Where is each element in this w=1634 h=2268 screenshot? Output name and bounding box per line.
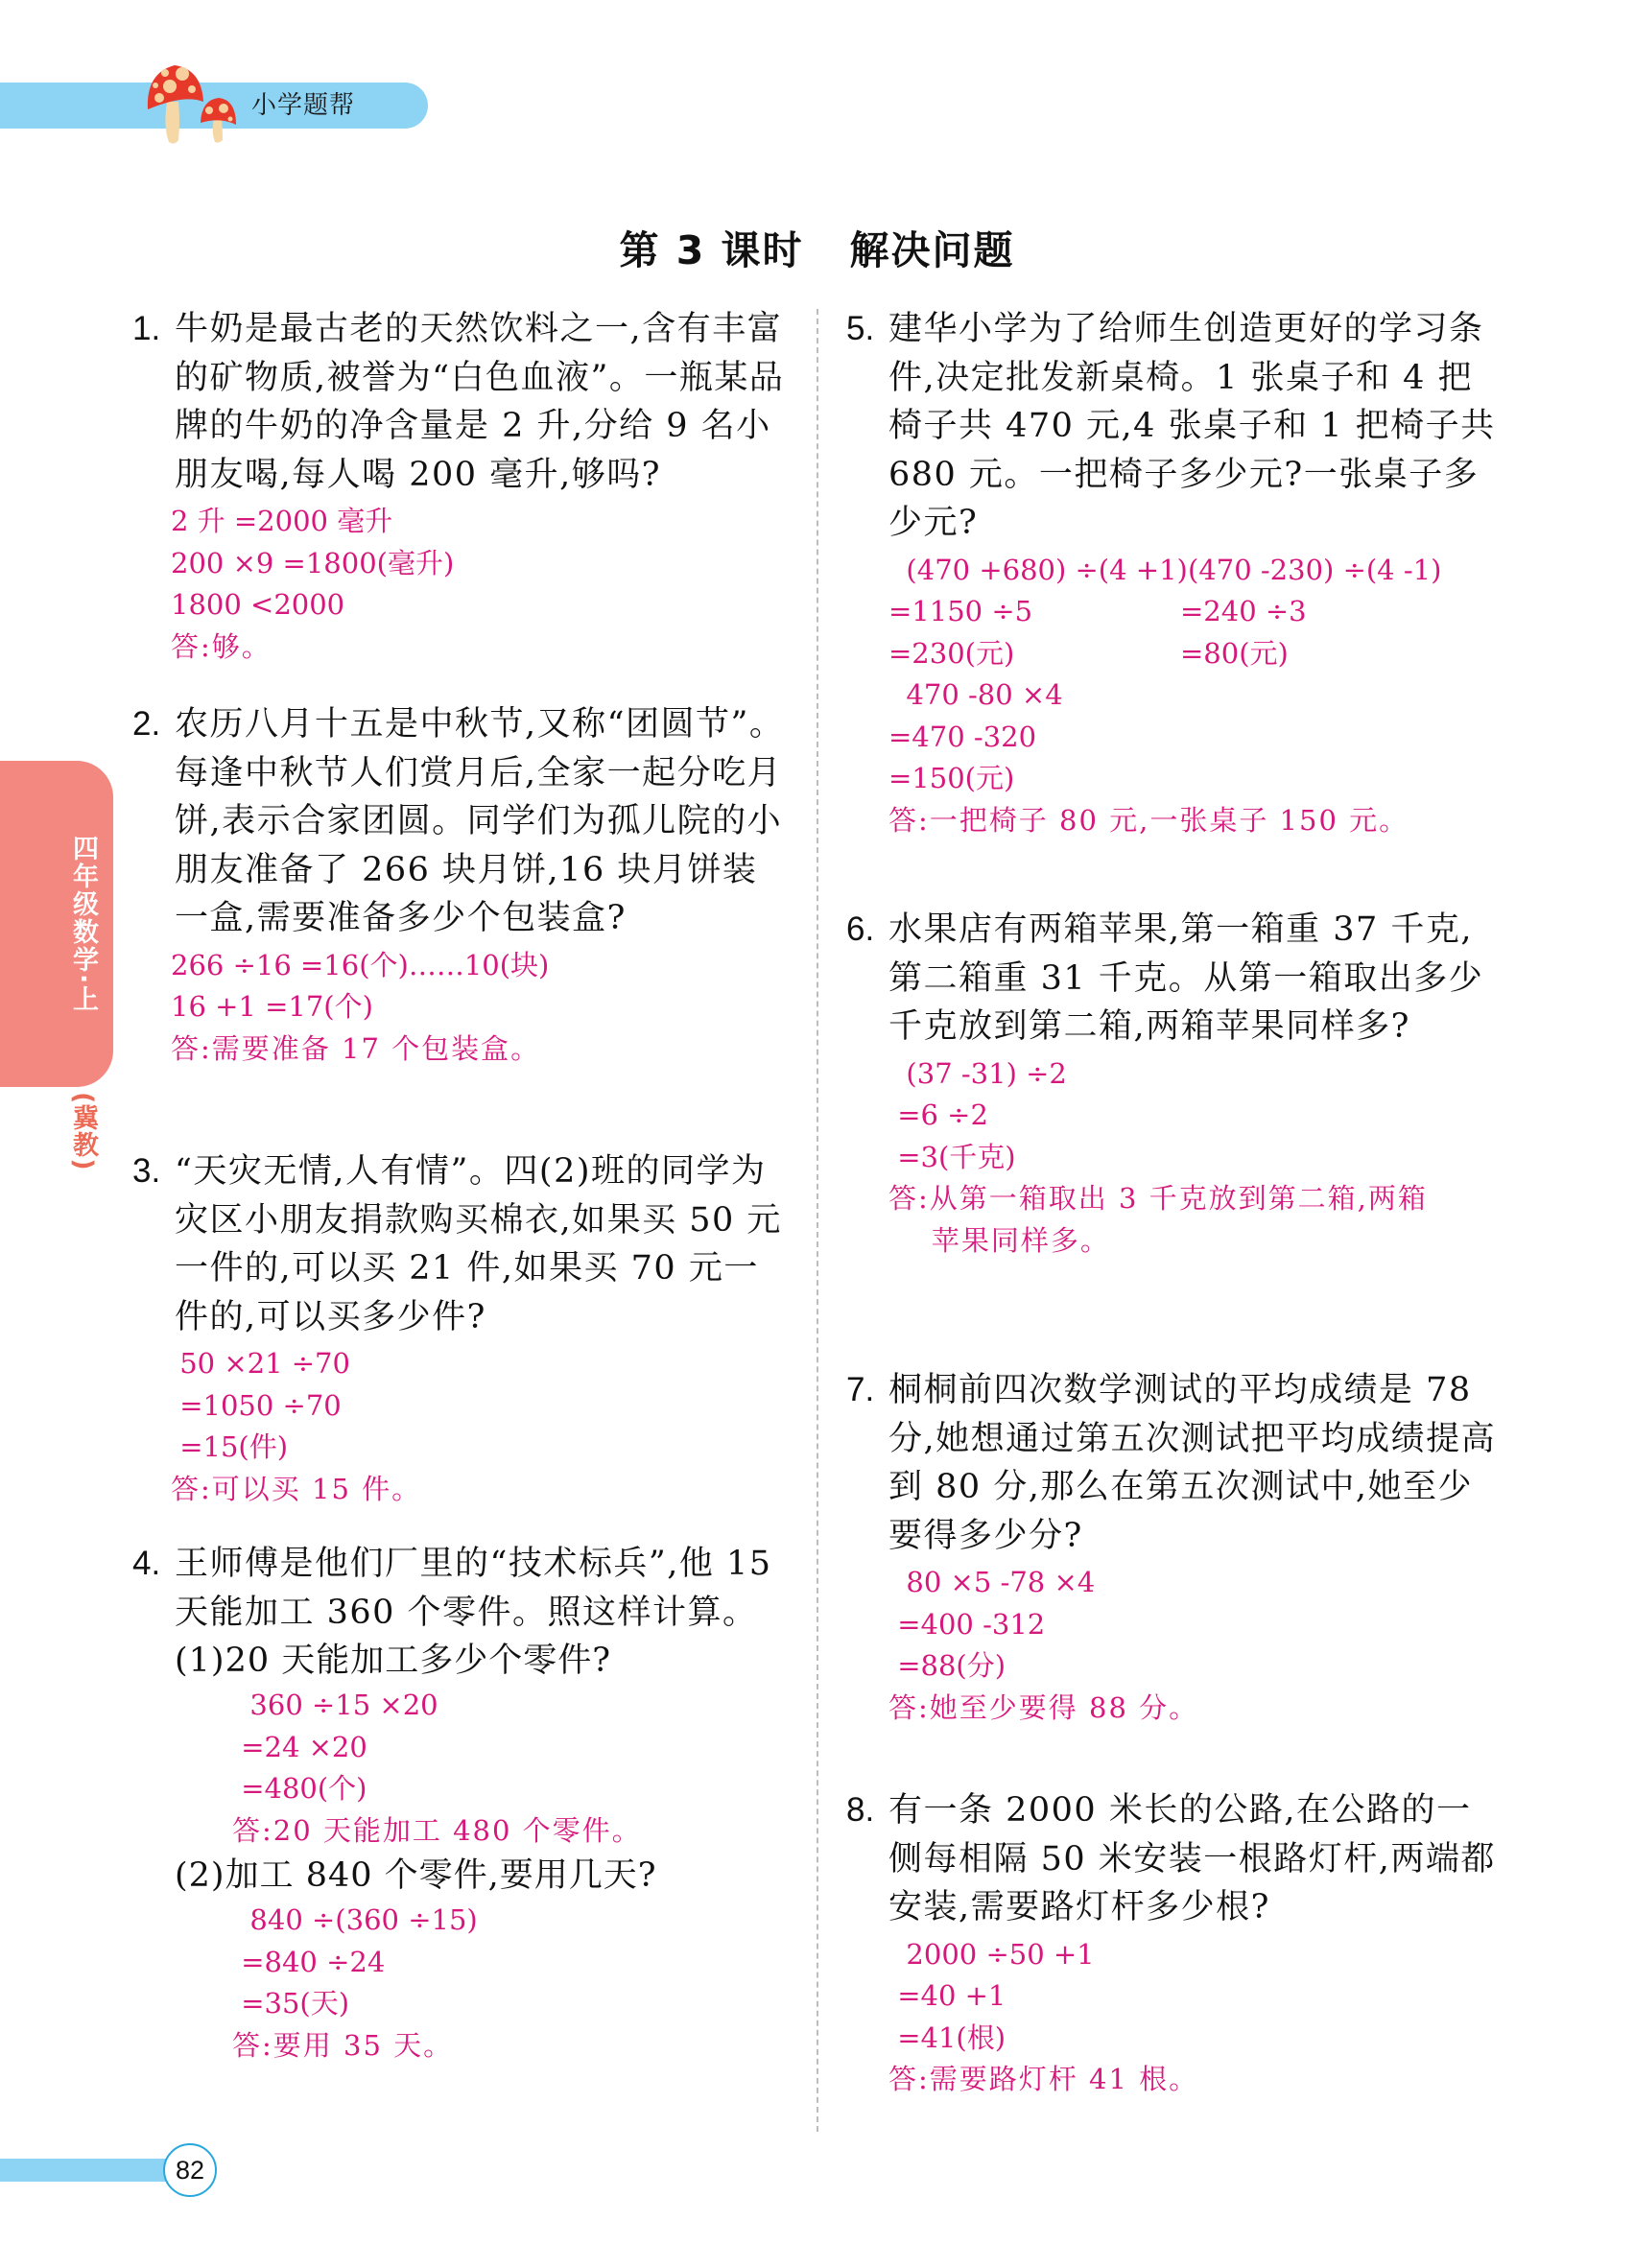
- answer-line: 200 ×9 =1800(毫升): [171, 546, 455, 579]
- answer-line: =240 ÷3: [1180, 595, 1307, 627]
- lesson-number: 第 3 课时: [619, 227, 804, 273]
- question-3: [132, 1147, 785, 1510]
- mushroom-icon: [146, 59, 205, 144]
- answer-line: =15(件): [171, 1430, 289, 1463]
- footer-ribbon: [0, 2159, 173, 2182]
- answer-conclusion: 答:她至少要得 88 分。: [888, 1690, 1199, 1724]
- answer-conclusion: 答:20 天能加工 480 个零件。: [232, 1813, 642, 1847]
- question-4: [132, 1540, 785, 2067]
- question-text: 有一条 2000 米长的公路,在公路的一侧每相隔 50 米安装一根路灯杆,两端都安装,需要路灯杆多少根?: [888, 1791, 1496, 1926]
- answer-line: =88(分): [888, 1649, 1006, 1682]
- answer-line: =470 -320: [888, 720, 1037, 753]
- answer-line: =150(元): [888, 762, 1015, 794]
- answer-column-left: [888, 550, 1186, 675]
- question-text: 建华小学为了给师生创造更好的学习条件,决定批发新桌椅。1 张桌子和 4 把椅子共 470 元,4 张桌子和 1 把椅子共 680 元。一把椅子多少元?一张桌子多少元?: [888, 310, 1496, 542]
- answer-column-right: [1180, 550, 1485, 675]
- question-6: [846, 906, 1499, 1262]
- answer-block: [888, 1053, 1499, 1263]
- answer-line: =230(元): [888, 636, 1015, 670]
- question-number: 3.: [132, 1152, 161, 1190]
- answer-block: [232, 1900, 785, 2067]
- answer-line: 470 -80 ×4: [888, 678, 1063, 711]
- answer-line: =24 ×20: [232, 1730, 367, 1763]
- answer-line: =480(个): [232, 1772, 367, 1805]
- answer-conclusion: 答:够。: [171, 629, 272, 663]
- answer-conclusion: 答:可以买 15 件。: [171, 1472, 422, 1505]
- sub-question-label: (2)加工 840 个零件,要用几天?: [175, 1856, 657, 1895]
- answer-conclusion: 答:要用 35 天。: [232, 2028, 454, 2062]
- question-2: [132, 700, 785, 1070]
- page-title: [0, 219, 1634, 275]
- answer-block: [888, 1562, 1499, 1729]
- answer-conclusion: 答:需要准备 17 个包装盒。: [171, 1031, 541, 1065]
- question-number: 2.: [132, 705, 161, 743]
- sub-question-1: [175, 1637, 785, 1852]
- column-divider: [817, 309, 818, 2132]
- answer-line: =1050 ÷70: [171, 1388, 342, 1422]
- question-text: 水果店有两箱苹果,第一箱重 37 千克,第二箱重 31 千克。从第一箱取出多少千克放到第二箱,两箱苹果同样多?: [888, 910, 1484, 1046]
- question-text: 桐桐前四次数学测试的平均成绩是 78 分,她想通过第五次测试把平均成绩提高到 80 分,那么在第五次测试中,她至少要得多少分?: [888, 1371, 1497, 1555]
- sub-question-label: (1)20 天能加工多少个零件?: [175, 1642, 612, 1680]
- answer-line: 50 ×21 ÷70: [171, 1347, 350, 1380]
- question-text: 牛奶是最古老的天然饮料之一,含有丰富的矿物质,被誉为“白色血液”。一瓶某品牌的牛奶的净含量是 2 升,分给 9 名小朋友喝,每人喝 200 毫升,够吗?: [175, 310, 785, 494]
- answer-line: 2 升 =2000 毫升: [171, 505, 393, 537]
- lesson-topic: 解决问题: [849, 227, 1015, 273]
- question-8: [846, 1786, 1499, 2101]
- question-text: 王师傅是他们厂里的“技术标兵”,他 15 天能加工 360 个零件。照这样计算。: [175, 1545, 772, 1632]
- answer-line: 80 ×5 -78 ×4: [888, 1566, 1096, 1598]
- answer-conclusion: 答:需要路灯杆 41 根。: [888, 2063, 1199, 2095]
- answer-block: [232, 1685, 785, 1852]
- answer-line: =40 +1: [888, 1979, 1006, 2012]
- answer-line: 2000 ÷50 +1: [888, 1937, 1095, 1971]
- small-mushroom-icon: [200, 96, 238, 144]
- answer-line: =400 -312: [888, 1607, 1046, 1641]
- question-number: 8.: [846, 1791, 875, 1829]
- answer-block: [888, 550, 1499, 842]
- answer-block: [888, 1934, 1499, 2101]
- question-1: [132, 305, 785, 668]
- edition-label: (冀教): [68, 1092, 98, 1171]
- question-number: 6.: [846, 910, 875, 948]
- answer-block: [171, 501, 785, 668]
- answer-line: =840 ÷24: [232, 1945, 386, 1978]
- answer-block: [171, 945, 785, 1071]
- question-text: “天灾无情,人有情”。四(2)班的同学为灾区小朋友捐款购买棉衣,如果买 50 元一件的,可以买 21 件,如果买 70 元一件的,可以买多少件?: [175, 1152, 782, 1336]
- answer-line: =41(根): [888, 2020, 1006, 2054]
- answer-conclusion: 答:一把椅子 80 元,一张桌子 150 元。: [888, 803, 1409, 837]
- answer-conclusion-continued: 苹果同样多。: [888, 1223, 1110, 1257]
- answer-conclusion: 答:从第一箱取出 3 千克放到第二箱,两箱: [888, 1182, 1428, 1215]
- answer-line: =80(元): [1180, 636, 1289, 670]
- answer-line: (37 -31) ÷2: [888, 1056, 1067, 1090]
- page-number: 82: [163, 2143, 217, 2197]
- answer-line: 840 ÷(360 ÷15): [232, 1903, 478, 1936]
- answer-line: =1150 ÷5: [888, 595, 1033, 627]
- question-text: 农历八月十五是中秋节,又称“团圆节”。每逢中秋节人们赏月后,全家一起分吃月饼,表示合家团圆。同学们为孤儿院的小朋友准备了 266 块月饼,16 块月饼装一盒,需要准备多少个包装盒?: [175, 705, 785, 937]
- answer-line: 360 ÷15 ×20: [232, 1689, 438, 1721]
- grade-subject-label: 四年级数学·上: [68, 835, 98, 1014]
- answer-line: (470 -230) ÷(4 -1): [1188, 553, 1442, 586]
- question-number: 4.: [132, 1545, 161, 1582]
- answer-line: 266 ÷16 =16(个)……10(块): [171, 948, 550, 981]
- brand-name: 小学题帮: [251, 91, 356, 120]
- question-number: 1.: [132, 310, 161, 347]
- answer-line: 1800 <2000: [171, 588, 345, 621]
- answer-block: [171, 1343, 785, 1510]
- question-7: [846, 1366, 1499, 1729]
- answer-line: (470 +680) ÷(4 +1): [888, 553, 1188, 586]
- sub-question-2: [175, 1852, 785, 2067]
- answer-line: =3(千克): [888, 1140, 1016, 1173]
- answer-line: =6 ÷2: [888, 1099, 988, 1131]
- answer-line: 16 +1 =17(个): [171, 990, 373, 1023]
- two-column-answer: [888, 550, 1499, 675]
- question-number: 5.: [846, 310, 875, 347]
- answer-line: =35(天): [232, 1987, 350, 2020]
- question-5: [846, 305, 1499, 841]
- question-number: 7.: [846, 1371, 875, 1408]
